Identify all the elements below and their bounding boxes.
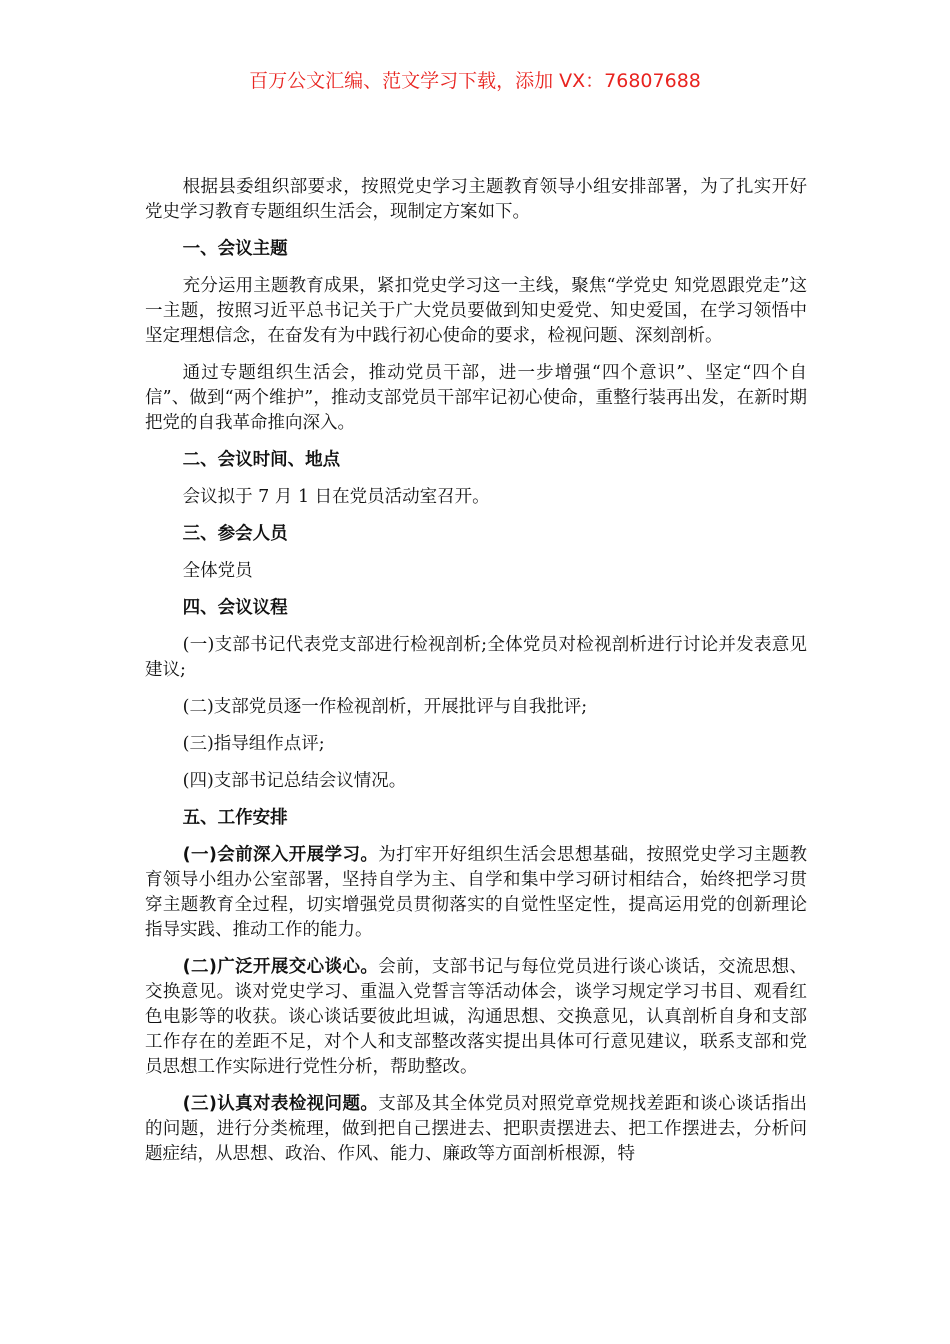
paragraph: 充分运用主题教育成果，紧扣党史学习这一主线，聚焦“学党史 知党恩跟党走”这一主题，按照习近平总书记关于广大党员要做到知史爱党、知史爱国，在学习领悟中坚定理想信念，在奋发有为中践行初心使命的要求，检视问题、深刻剖析。 [145,276,807,346]
work-item-lead: (一)会前深入开展学习。 [182,845,379,865]
intro-paragraph: 根据县委组织部要求，按照党史学习主题教育领导小组安排部署，为了扎实开好党史学习教育专题组织生活会，现制定方案如下。 [145,177,807,222]
paragraph: 全体党员 [182,561,253,581]
section-heading: 五、工作安排 [182,808,288,828]
agenda-item: (四)支部书记总结会议情况。 [182,771,407,791]
paragraph: 会议拟于 7 月 1 日在党员活动室召开。 [182,487,490,507]
agenda-item: (二)支部党员逐一作检视剖析，开展批评与自我批评; [182,697,588,717]
agenda-item: (一)支部书记代表党支部进行检视剖析;全体党员对检视剖析进行讨论并发表意见建议; [145,635,807,680]
document-body [145,175,807,1179]
work-item [145,955,807,1080]
paragraph: 通过专题组织生活会，推动党员干部，进一步增强“四个意识”、坚定“四个自信”、做到“两个维护”，推动支部党员干部牢记初心使命，重整行装再出发，在新时期把党的自我革命推向深入。 [145,363,807,433]
section-heading: 三、参会人员 [182,524,288,544]
work-item-text: 支部及其全体党员对照党章党规找差距和谈心谈话指出的问题，进行分类梳理，做到把自己摆进去、把职责摆进去、把工作摆进去，分析问题症结，从思想、政治、作风、能力、廉政等方面剖析根源，特 [145,1094,808,1164]
work-item-text: 会前，支部书记与每位党员进行谈心谈话，交流思想、交换意见。谈对党史学习、重温入党誓言等活动体会，谈学习规定学习书目、观看红色电影等的收获。谈心谈话要彼此坦诚，沟通思想、交换意见，认真剖析自身和支部工作存在的差距不足，对个人和支部整改落实提出具体可行意见建议，联系支部和党员思想工作实际进行党性分析，帮助整改。 [145,957,808,1077]
work-item-lead: (三)认真对表检视问题。 [182,1094,379,1114]
work-item [145,1092,807,1167]
watermark-banner: 百万公文汇编、范文学习下载，添加 VX：76807688 [249,70,701,92]
work-item [145,843,807,943]
work-item-text: 为打牢开好组织生活会思想基础，按照党史学习主题教育领导小组办公室部署，坚持自学为主、自学和集中学习研讨相结合，始终把学习贯穿主题教育全过程，切实增强党员贯彻落实的自觉性坚定性，提高运用党的创新理论指导实践、推动工作的能力。 [145,845,808,940]
section-heading: 四、会议议程 [182,598,288,618]
section-heading: 一、会议主题 [182,239,288,259]
work-item-lead: (二)广泛开展交心谈心。 [182,957,379,977]
agenda-item: (三)指导组作点评; [182,734,325,754]
section-heading: 二、会议时间、地点 [182,450,341,470]
